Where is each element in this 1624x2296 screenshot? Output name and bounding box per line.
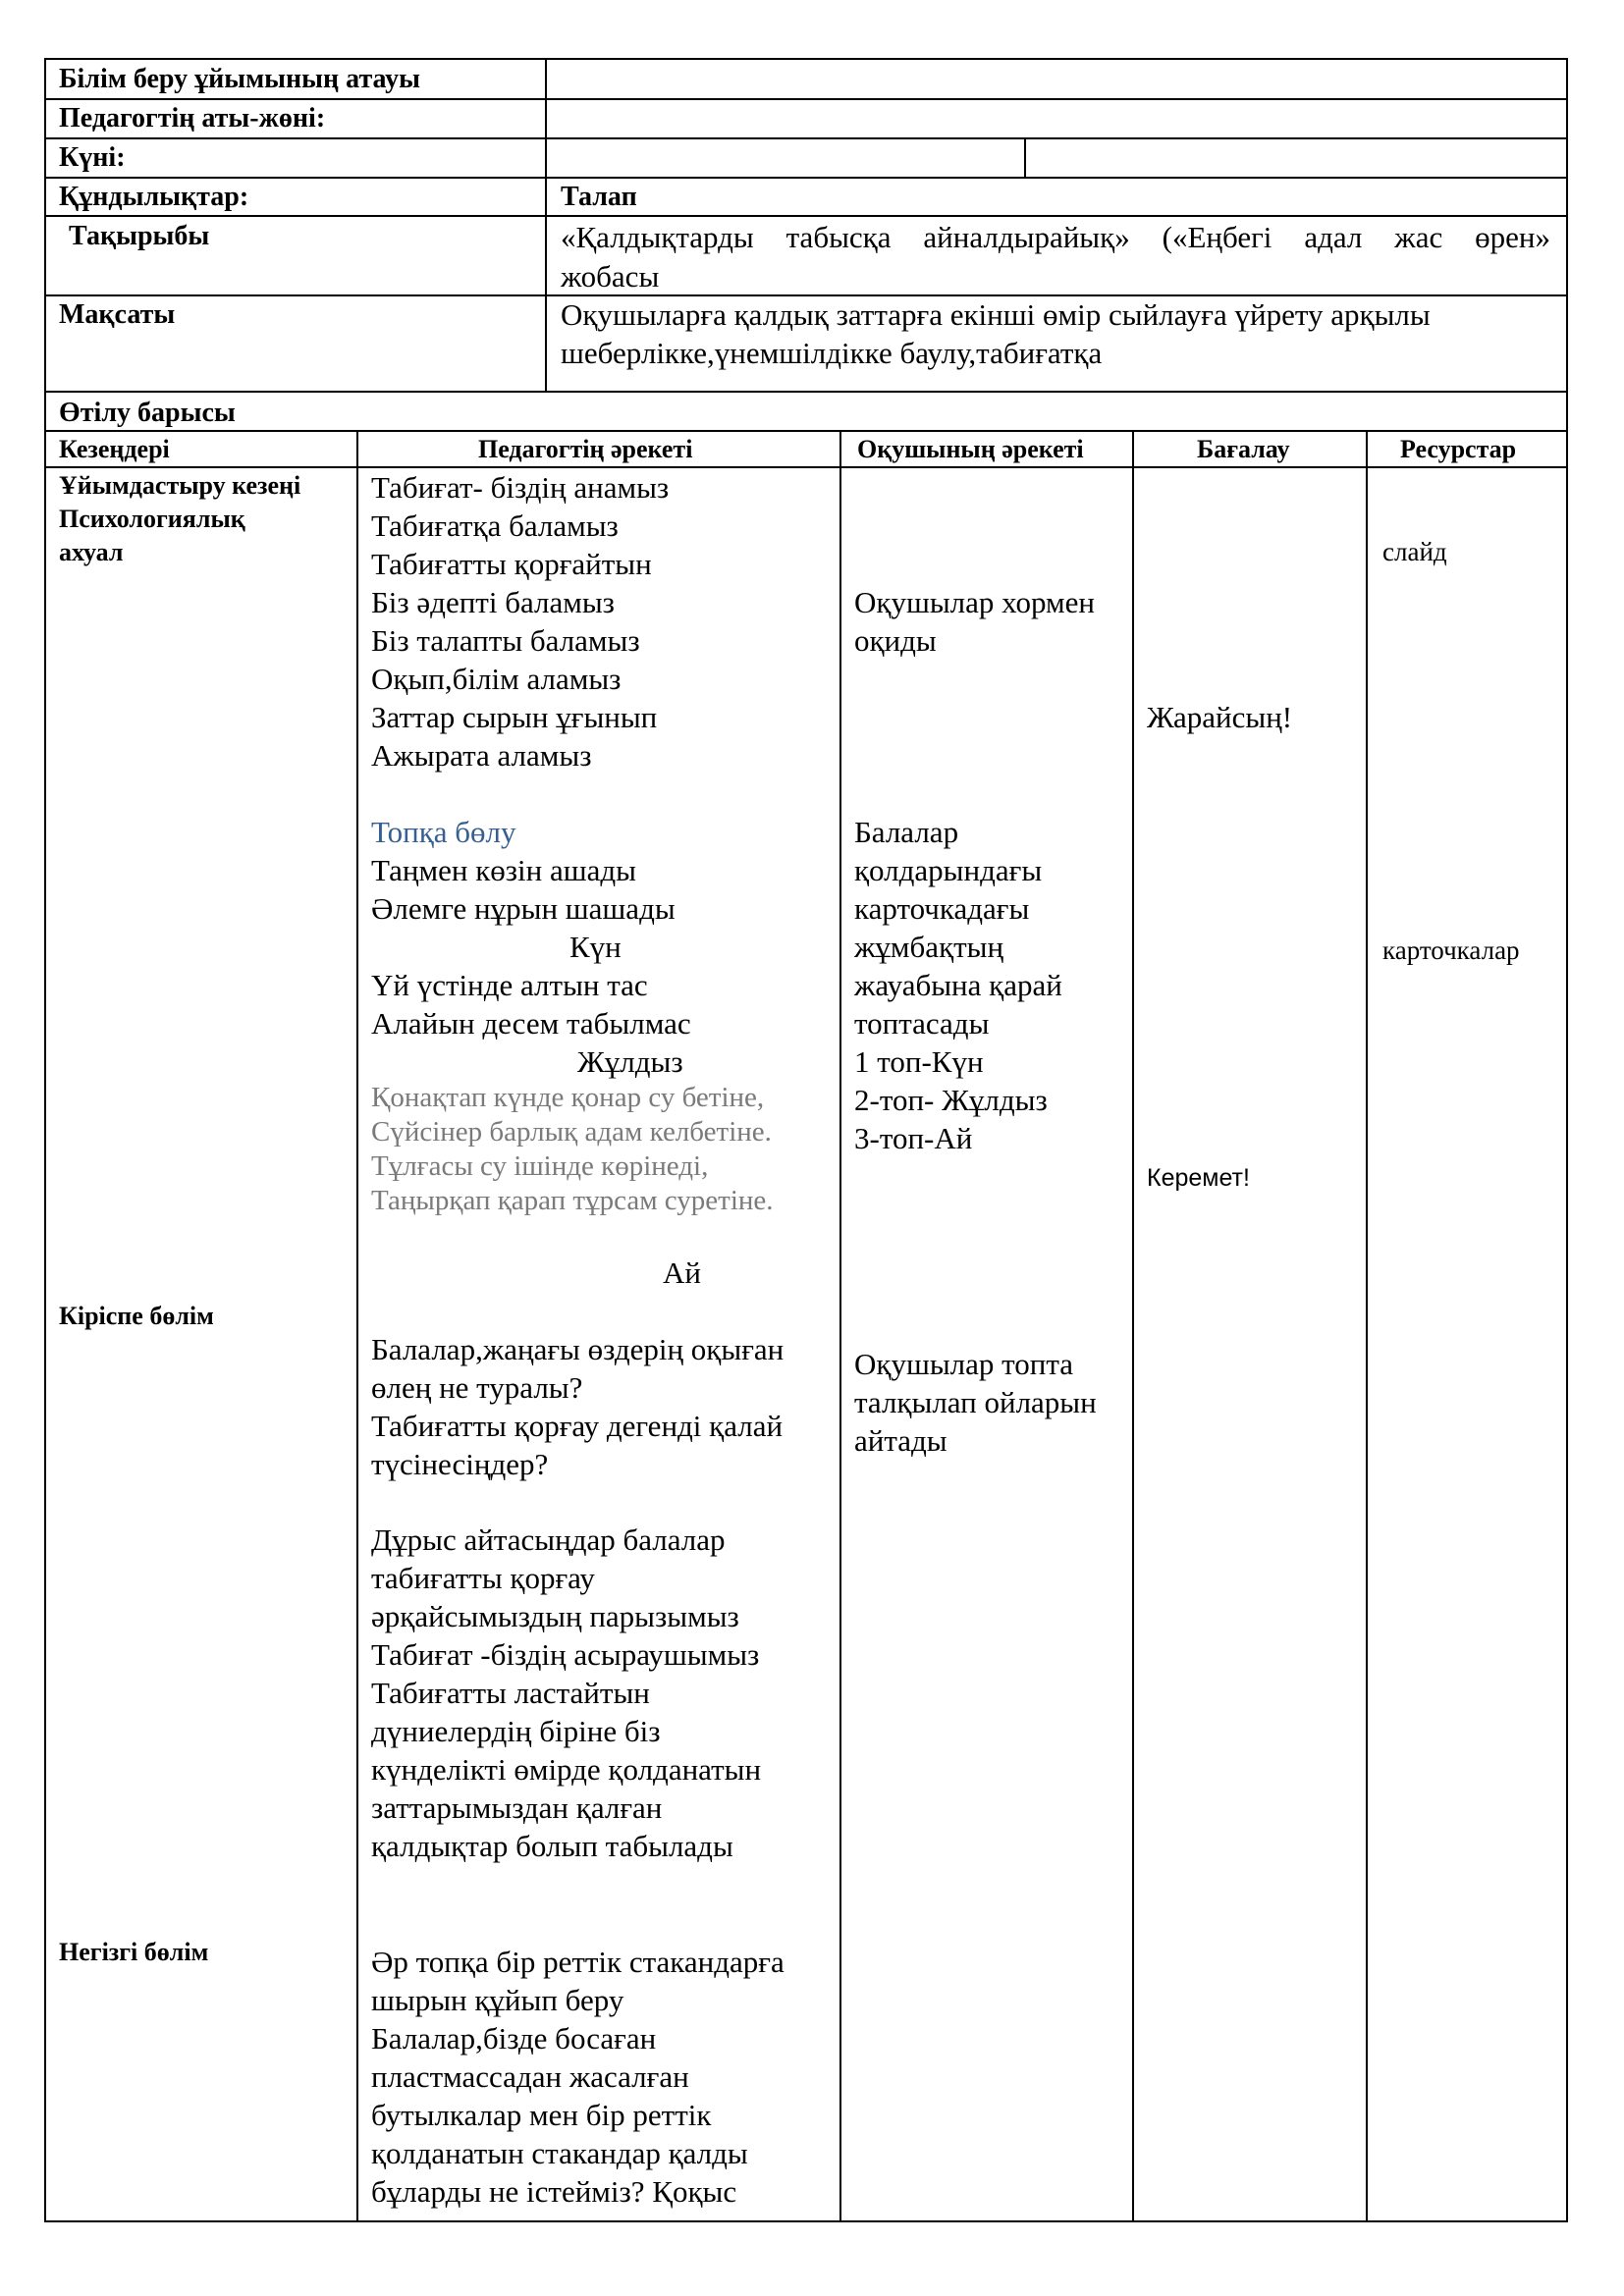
main-activity-line: пластмассадан жасалған bbox=[371, 2059, 689, 2094]
question-line: түсінесіңдер? bbox=[371, 1447, 549, 1481]
topic-label: Тақырыбы bbox=[69, 221, 210, 251]
row-divider bbox=[44, 98, 1568, 100]
label-column-divider bbox=[545, 58, 547, 393]
student-grouping-line: жұмбақтың bbox=[854, 930, 1004, 964]
goal-line-1: Оқушыларға қалдық заттарға екінші өмір сыйлауға үйрету арқылы bbox=[561, 297, 1431, 332]
poem-line: Ажырата аламыз bbox=[371, 738, 592, 773]
row-divider bbox=[44, 137, 1568, 139]
row-divider bbox=[44, 294, 1568, 296]
stage-org-mood: ахуал bbox=[59, 538, 124, 566]
student-choir-line: оқиды bbox=[854, 623, 937, 658]
poem-line: Оқып,білім аламыз bbox=[371, 662, 622, 696]
values-label: Құндылықтар: bbox=[59, 182, 249, 212]
top-table-border bbox=[44, 58, 1568, 60]
goal-line-2: шеберлікке,үнемшілдікке баулу,табиғатқа bbox=[561, 336, 1103, 370]
student-grouping-line: 1 топ-Күн bbox=[854, 1044, 984, 1079]
values-value: Талап bbox=[561, 182, 637, 212]
riddle-line: Қонақтап күнде қонар су бетіне, bbox=[371, 1082, 765, 1113]
topic-line-1: «Қалдықтарды табысқа айналдырайық» («Еңбегі адал жас өрен» bbox=[561, 220, 1550, 254]
row-divider bbox=[44, 391, 1568, 393]
question-line: Балалар,жаңағы өздерің оқыған bbox=[371, 1332, 785, 1366]
stage-org: Ұйымдастыру кезеңі bbox=[59, 471, 301, 500]
student-grouping-line: жауабына қарай bbox=[854, 968, 1062, 1002]
praise-well-done: Жарайсың! bbox=[1147, 700, 1293, 734]
explanation-line: Табиғатты ластайтын bbox=[371, 1676, 650, 1710]
explanation-line: заттарымыздан қалған bbox=[371, 1790, 663, 1825]
lesson-title-divider bbox=[44, 430, 1568, 432]
student-grouping-line: карточкадағы bbox=[854, 891, 1030, 926]
lesson-table-right-border bbox=[1566, 391, 1568, 2222]
date-label: Күні: bbox=[59, 142, 126, 173]
poem-line: Заттар сырын ұғынып bbox=[371, 700, 658, 734]
main-activity-line: қолданатын стакандар қалды bbox=[371, 2136, 748, 2170]
student-discussion-line: айтады bbox=[854, 1423, 947, 1458]
top-table-left-border bbox=[44, 58, 46, 393]
student-grouping-line: Балалар bbox=[854, 815, 959, 849]
stage-main: Негізгі бөлім bbox=[59, 1938, 209, 1966]
resource-slide: слайд bbox=[1382, 537, 1447, 566]
column-header-students: Оқушының әрекеті bbox=[857, 435, 1084, 463]
top-table-right-border bbox=[1566, 58, 1568, 393]
explanation-line: дүниелердің біріне біз bbox=[371, 1714, 661, 1748]
main-activity-line: бутылкалар мен бір реттік bbox=[371, 2098, 712, 2132]
main-activity-line: бұларды не істейміз? Қоқыс bbox=[371, 2174, 737, 2209]
teacher-label: Педагогтің аты-жөні: bbox=[59, 103, 326, 133]
main-activity-line: Балалар,бізде босаған bbox=[371, 2021, 657, 2056]
poem-line: Табиғат- біздің анамыз bbox=[371, 470, 670, 505]
column-header-divider bbox=[44, 466, 1568, 468]
question-line: Табиғатты қорғау дегенді қалай bbox=[371, 1409, 784, 1443]
row-divider bbox=[44, 215, 1568, 217]
poem-line: Біз әдепті баламыз bbox=[371, 585, 615, 619]
student-grouping-line: топтасады bbox=[854, 1006, 990, 1041]
main-activity-line: шырын құйып беру bbox=[371, 1983, 624, 2017]
riddle-line: Таңмен көзін ашады bbox=[371, 853, 636, 887]
column-header-teacher: Педагогтің әрекеті bbox=[478, 435, 693, 463]
date-split-divider bbox=[1024, 137, 1026, 179]
resource-cards: карточкалар bbox=[1382, 935, 1520, 965]
student-discussion-line: Оқушылар топта bbox=[854, 1347, 1074, 1381]
lesson-title: Өтілу барысы bbox=[59, 398, 236, 428]
column-header-assessment: Бағалау bbox=[1197, 435, 1290, 463]
stage-intro: Кіріспе бөлім bbox=[59, 1302, 214, 1330]
topic-line-2: жобасы bbox=[561, 259, 660, 294]
riddle-line: Алайын десем табылмас bbox=[371, 1006, 691, 1041]
riddle-line: Таңырқап қарап тұрсам суретіне. bbox=[371, 1185, 774, 1216]
riddle-line: Әлемге нұрын шашады bbox=[371, 891, 676, 926]
goal-label: Мақсаты bbox=[59, 299, 176, 330]
praise-excellent: Керемет! bbox=[1147, 1164, 1250, 1192]
student-discussion-line: талқылап ойларын bbox=[854, 1385, 1097, 1419]
explanation-line: күнделікті өмірде қолданатын bbox=[371, 1752, 762, 1787]
stage-column-divider bbox=[356, 430, 358, 2222]
lesson-table-left-border bbox=[44, 391, 46, 2222]
riddle-answer: Жұлдыз bbox=[577, 1044, 683, 1079]
lesson-table-bottom-border bbox=[44, 2220, 1568, 2222]
poem-line: Табиғатты қорғайтын bbox=[371, 547, 652, 581]
row-divider bbox=[44, 177, 1568, 179]
riddle-line: Үй үстінде алтын тас bbox=[371, 968, 648, 1002]
riddle-line: Тұлғасы су ішінде көрінеді, bbox=[371, 1150, 709, 1182]
assessment-column-divider bbox=[1366, 430, 1368, 2222]
column-header-resources: Ресурстар bbox=[1400, 435, 1517, 463]
student-grouping-line: 2-топ- Жұлдыз bbox=[854, 1083, 1048, 1117]
question-line: өлең не туралы? bbox=[371, 1370, 583, 1405]
explanation-line: табиғатты қорғау bbox=[371, 1561, 595, 1595]
teacher-column-divider bbox=[839, 430, 841, 2222]
group-split-heading: Топқа бөлу bbox=[371, 815, 516, 849]
riddle-answer: Күн bbox=[569, 930, 622, 964]
column-header-stages: Кезеңдері bbox=[59, 435, 170, 463]
main-activity-line: Әр топқа бір реттік стакандарға bbox=[371, 1945, 785, 1979]
student-grouping-line: 3-топ-Ай bbox=[854, 1121, 973, 1155]
riddle-line: Сүйсінер барлық адам келбетіне. bbox=[371, 1116, 772, 1148]
student-choir-line: Оқушылар хормен bbox=[854, 585, 1095, 619]
riddle-answer: Ай bbox=[663, 1255, 701, 1290]
stage-org-psych: Психологиялық bbox=[59, 505, 245, 533]
explanation-line: қалдықтар болып табылады bbox=[371, 1829, 733, 1863]
explanation-line: әрқайсымыздың парызымыз bbox=[371, 1599, 739, 1633]
student-column-divider bbox=[1132, 430, 1134, 2222]
student-grouping-line: қолдарындағы bbox=[854, 853, 1043, 887]
poem-line: Табиғатқа баламыз bbox=[371, 508, 619, 543]
explanation-line: Дұрыс айтасыңдар балалар bbox=[371, 1522, 726, 1557]
explanation-line: Табиғат -біздің асыраушымыз bbox=[371, 1637, 760, 1672]
poem-line: Біз талапты баламыз bbox=[371, 623, 640, 658]
org-label: Білім беру ұйымының атауы bbox=[59, 64, 420, 94]
